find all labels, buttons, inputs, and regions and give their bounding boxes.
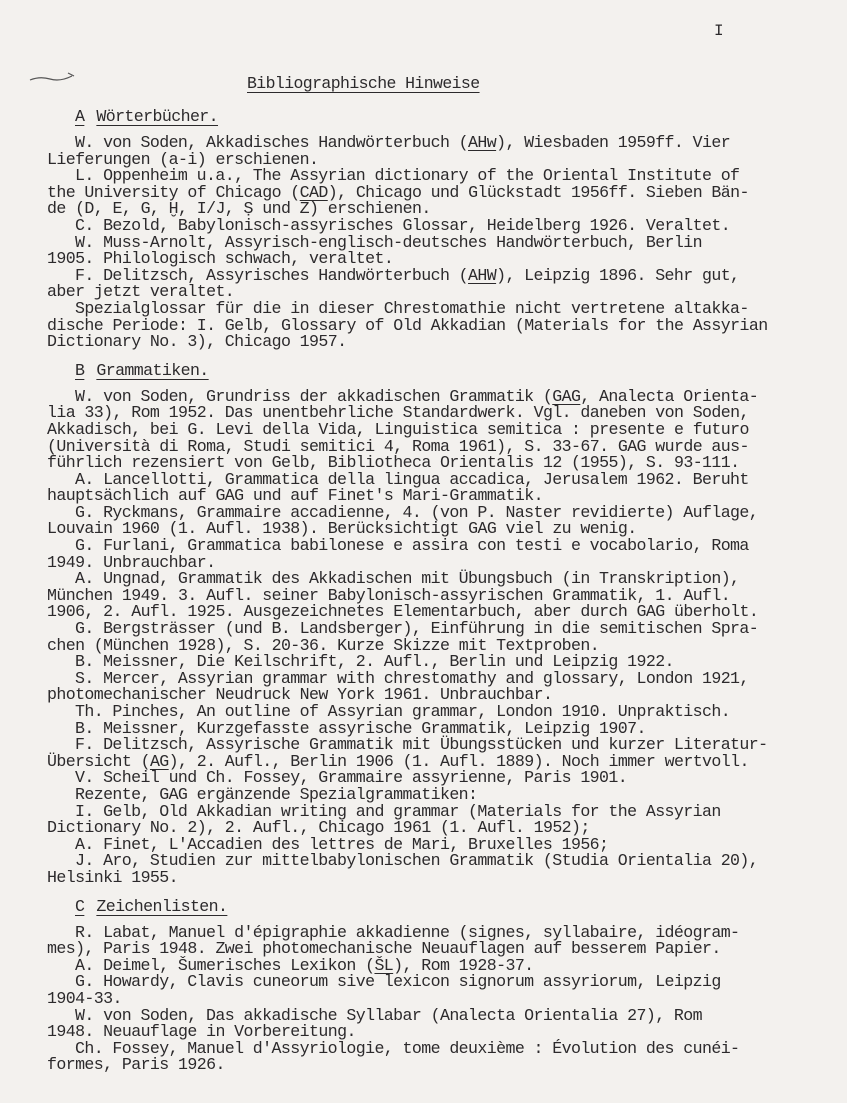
- entry-line: Akkadisch, bei G. Levi della Vida, Linguistica semitica : presente e futuro: [47, 419, 749, 439]
- entry-line: W. von Soden, Das akkadische Syllabar (Analecta Orientalia 27), Rom: [75, 1005, 702, 1025]
- bibliography-entry: [47, 232, 827, 269]
- entry-line: dische Periode: I. Gelb, Glossary of Old Akkadian (Materials for the Assyrian: [47, 315, 768, 335]
- abbreviation: AHw: [468, 133, 497, 152]
- entry-line: B. Meissner, Die Keilschrift, 2. Aufl., Berlin und Leipzig 1922.: [75, 652, 674, 672]
- entry-line: W. von Soden, Akkadisches Handwörterbuch (AHw), Wiesbaden 1959ff. Vier: [75, 133, 731, 152]
- bibliography-entry: [47, 853, 827, 886]
- abbreviation: AG: [149, 751, 169, 771]
- bibliography-entry: [47, 135, 827, 168]
- entry-line: C. Bezold, Babylonisch-assyrisches Glossar, Heidelberg 1926. Veraltet.: [75, 215, 731, 235]
- entry-line: G. Furlani, Grammatica babilonese e assira con testi e vocabolario, Roma: [75, 536, 749, 556]
- bibliography-entry: [47, 298, 827, 352]
- pen-mark-icon: [28, 70, 78, 84]
- section-title: Zeichenlisten.: [96, 896, 228, 916]
- bibliography-body: [47, 107, 827, 1084]
- entry-line: G. Ryckmans, Grammaire accadienne, 4. (von P. Naster revidierte) Auflage,: [75, 502, 759, 522]
- section-a: [47, 107, 827, 351]
- entry-line: Dictionary No. 2), 2. Aufl., Chicago 1961 (1. Aufl. 1952);: [47, 818, 590, 838]
- section-title: Wörterbücher.: [96, 107, 219, 126]
- entry-line: L. Oppenheim u.a., The Assyrian dictionary of the Oriental Institute of: [75, 166, 740, 186]
- section-heading: [75, 897, 827, 917]
- bibliography-entry: [47, 974, 827, 1007]
- bibliography-entry: [47, 621, 827, 654]
- entry-line: Helsinki 1955.: [47, 867, 179, 887]
- entry-line: München 1949. 3. Aufl. seiner Babylonisch-assyrischen Grammatik, 1. Aufl.: [47, 585, 731, 605]
- entry-line: 1904-33.: [47, 988, 122, 1008]
- entry-line: J. Aro, Studien zur mittelbabylonischen Grammatik (Studia Orientalia 20),: [75, 851, 759, 871]
- entry-line: lia 33), Rom 1952. Das unentbehrliche Standardwerk. Vgl. daneben von Soden,: [47, 403, 749, 423]
- document-title: Bibliographische Hinweise: [247, 74, 480, 93]
- bibliography-entry: [47, 168, 827, 218]
- entry-line: 1949. Unbrauchbar.: [47, 552, 216, 572]
- abbreviation: AHW: [468, 265, 497, 285]
- section-b: [47, 361, 827, 887]
- entry-line: photomechanischer Neudruck New York 1961. Unbrauchbar.: [47, 685, 553, 705]
- entry-line: A. Deimel, Šumerisches Lexikon (ŠL), Rom 1928-37.: [75, 955, 534, 975]
- entry-line: G. Howardy, Clavis cuneorum sive lexicon signorum assyriorum, Leipzig: [75, 972, 721, 992]
- entry-line: Dictionary No. 3), Chicago 1957.: [47, 332, 347, 352]
- entry-line: S. Mercer, Assyrian grammar with chrestomathy and glossary, London 1921,: [75, 668, 749, 688]
- entry-line: F. Delitzsch, Assyrische Grammatik mit Übungsstücken und kurzer Literatur-: [75, 735, 768, 755]
- entry-line: hauptsächlich auf GAG und auf Finet's Mari-Grammatik.: [47, 486, 543, 506]
- entry-line: Rezente, GAG ergänzende Spezialgrammatiken:: [75, 784, 478, 804]
- abbreviation: GAG: [552, 386, 581, 406]
- entry-line: (Università di Roma, Studi semitici 4, Roma 1961), S. 33-67. GAG wurde aus-: [47, 436, 749, 456]
- entry-line: mes), Paris 1948. Zwei photomechanische Neuauflagen auf besserem Papier.: [47, 939, 721, 959]
- bibliography-entry: [47, 538, 827, 571]
- bibliography-entry: [47, 571, 827, 621]
- bibliography-entry: [47, 386, 827, 473]
- entry-line: Übersicht (AG), 2. Aufl., Berlin 1906 (1. Aufl. 1889). Noch immer wertvoll.: [47, 751, 749, 771]
- bibliography-entry: [47, 265, 827, 302]
- bibliography-entry: [47, 801, 827, 838]
- entry-line: Louvain 1960 (1. Aufl. 1938). Berücksichtigt GAG viel zu wenig.: [47, 519, 637, 539]
- entry-line: B. Meissner, Kurzgefasste assyrische Grammatik, Leipzig 1907.: [75, 718, 646, 738]
- bibliography-entry: [47, 1005, 827, 1042]
- entry-line: Ch. Fossey, Manuel d'Assyriologie, tome deuxième : Évolution des cunéi-: [75, 1038, 740, 1058]
- entry-line: A. Lancellotti, Grammatica della lingua accadica, Jerusalem 1962. Beruht: [75, 469, 749, 489]
- entry-line: führlich rezensiert von Gelb, Bibliotheca Orientalis 12 (1955), S. 93-111.: [47, 453, 740, 473]
- entry-line: Th. Pinches, An outline of Assyrian grammar, London 1910. Unpraktisch.: [75, 702, 731, 721]
- bibliography-entry: [47, 502, 827, 539]
- bibliography-entry: [47, 922, 827, 959]
- section-heading: [75, 107, 827, 127]
- bibliography-entry: [47, 1038, 827, 1075]
- entry-line: 1948. Neuauflage in Vorbereitung.: [47, 1022, 356, 1042]
- section-heading: [75, 361, 827, 381]
- bibliography-entry: [47, 668, 827, 705]
- entry-line: A. Finet, L'Accadien des lettres de Mari, Bruxelles 1956;: [75, 834, 609, 854]
- entry-line: the University of Chicago (CAD), Chicago und Glückstadt 1956ff. Sieben Bän-: [47, 182, 749, 202]
- entry-line: Spezialglossar für die in dieser Chrestomathie nicht vertretene altakka-: [75, 298, 749, 318]
- entry-line: V. Scheil und Ch. Fossey, Grammaire assyrienne, Paris 1901.: [75, 768, 628, 788]
- section-letter: A: [75, 107, 85, 126]
- entry-line: 1906, 2. Aufl. 1925. Ausgezeichnetes Elementarbuch, aber durch GAG überholt.: [47, 602, 759, 622]
- entry-line: de (D, E, G, Ḫ, I/J, Ṣ und Z) erschienen.: [47, 199, 431, 219]
- bibliography-entry: [47, 737, 827, 770]
- entry-line: I. Gelb, Old Akkadian writing and grammar (Materials for the Assyrian: [75, 801, 721, 821]
- entry-line: Lieferungen (a-i) erschienen.: [47, 149, 319, 169]
- entry-line: A. Ungnad, Grammatik des Akkadischen mit Übungsbuch (in Transkription),: [75, 569, 740, 589]
- entry-line: G. Bergsträsser (und B. Landsberger), Einführung in die semitischen Spra-: [75, 619, 759, 639]
- entry-line: 1905. Philologisch schwach, veraltet.: [47, 249, 394, 269]
- bibliography-entry: [47, 469, 827, 506]
- abbreviation: ŠL: [374, 955, 394, 975]
- entry-line: chen (München 1928), S. 20-36. Kurze Skizze mit Textproben.: [47, 635, 600, 655]
- section-letter: B: [75, 360, 85, 380]
- entry-line: F. Delitzsch, Assyrisches Handwörterbuch (AHW), Leipzig 1896. Sehr gut,: [75, 265, 740, 285]
- section-title: Grammatiken.: [96, 360, 209, 380]
- entry-line: W. Muss-Arnolt, Assyrisch-englisch-deutsches Handwörterbuch, Berlin: [75, 232, 702, 252]
- page-number: I: [714, 22, 724, 40]
- section-c: [47, 897, 827, 1074]
- entry-line: aber jetzt veraltet.: [47, 282, 235, 302]
- entry-line: R. Labat, Manuel d'épigraphie akkadienne (signes, syllabaire, idéogram-: [75, 922, 740, 942]
- entry-line: formes, Paris 1926.: [47, 1055, 225, 1075]
- entry-line: W. von Soden, Grundriss der akkadischen Grammatik (GAG, Analecta Orienta-: [75, 386, 759, 406]
- abbreviation: CAD: [299, 182, 328, 202]
- section-letter: C: [75, 896, 85, 916]
